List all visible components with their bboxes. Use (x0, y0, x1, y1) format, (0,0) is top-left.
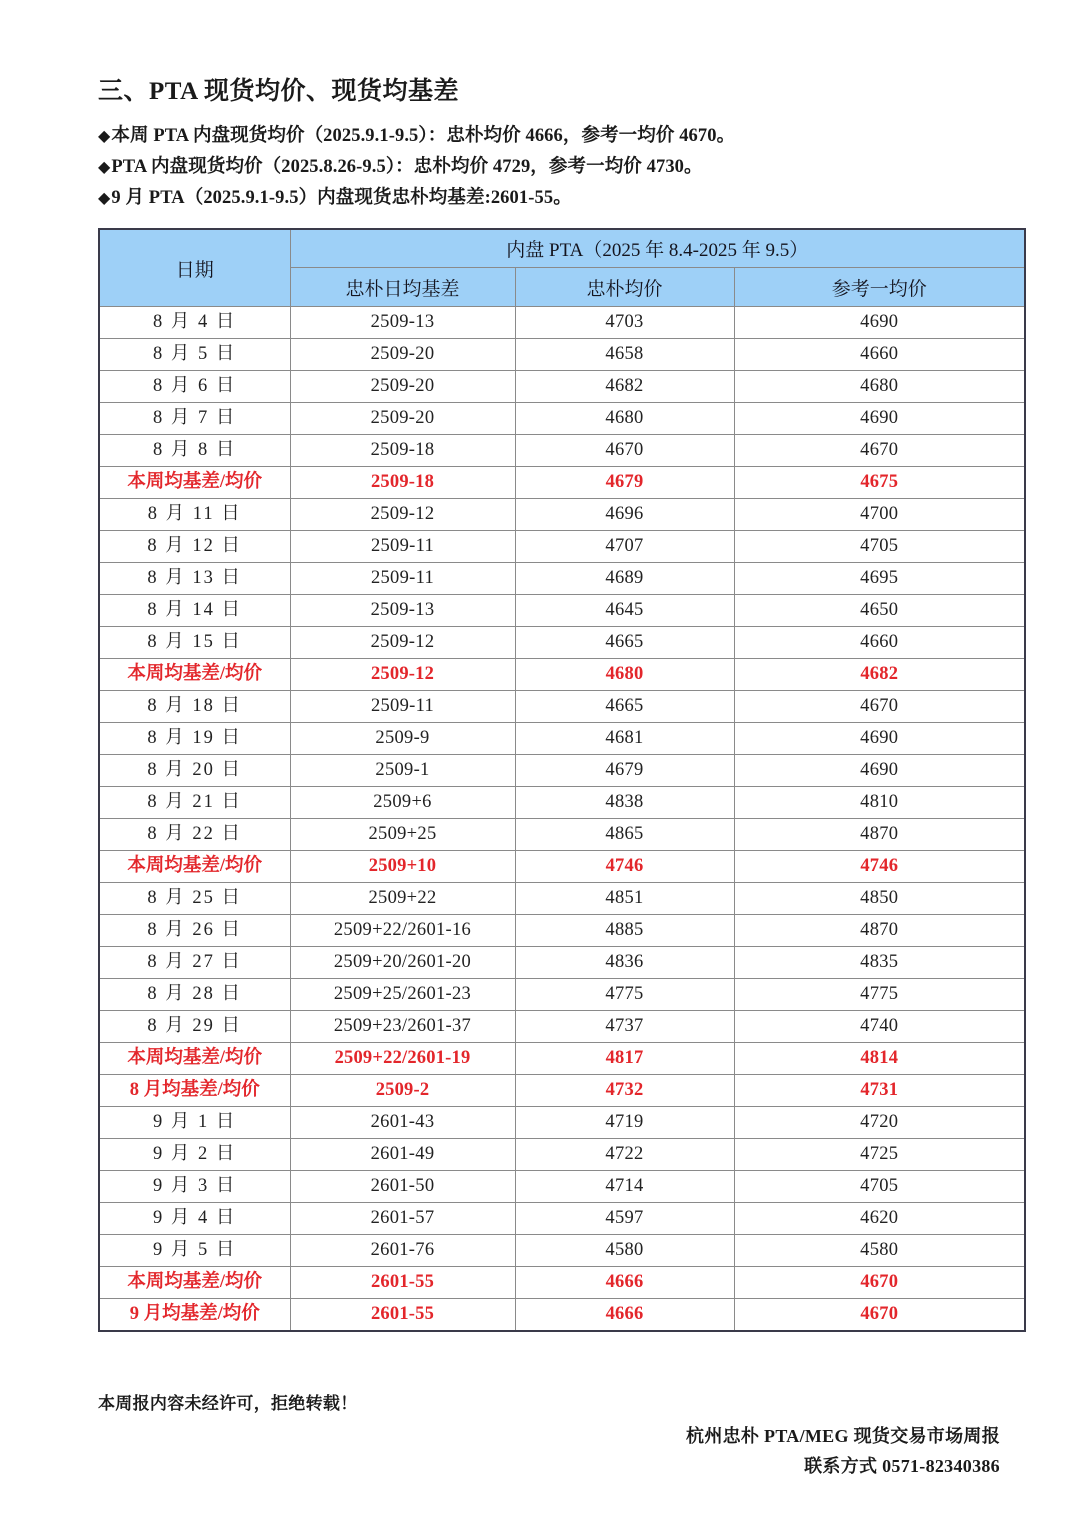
cell-reference-price: 4746 (734, 851, 1025, 883)
cell-reference-price: 4705 (734, 531, 1025, 563)
pta-price-basis-table (98, 228, 1026, 1332)
cell-basis: 2509+22/2601-16 (290, 915, 515, 947)
cell-basis: 2509-20 (290, 339, 515, 371)
page-footer (98, 1356, 1023, 1526)
cell-zhongpu-price: 4817 (515, 1043, 734, 1075)
cell-reference-price: 4775 (734, 979, 1025, 1011)
cell-reference-price: 4690 (734, 723, 1025, 755)
table-row (99, 1139, 1025, 1171)
copyright-notice: 本周报内容未经许可，拒绝转载！ (98, 1394, 358, 1413)
cell-reference-price: 4725 (734, 1139, 1025, 1171)
cell-date: 8 月 7 日 (99, 403, 290, 435)
table-header (99, 229, 1025, 307)
summary-bullet-list (98, 121, 1023, 214)
cell-basis: 2509-1 (290, 755, 515, 787)
table-row (99, 659, 1025, 691)
cell-zhongpu-price: 4680 (515, 659, 734, 691)
cell-basis: 2509+25 (290, 819, 515, 851)
table-row (99, 883, 1025, 915)
table-row (99, 691, 1025, 723)
cell-date: 8 月 21 日 (99, 787, 290, 819)
table-row (99, 787, 1025, 819)
cell-reference-price: 4670 (734, 1299, 1025, 1332)
table-row (99, 819, 1025, 851)
table-row (99, 1203, 1025, 1235)
cell-date: 8 月 25 日 (99, 883, 290, 915)
cell-reference-price: 4650 (734, 595, 1025, 627)
bullet-text: 9 月 PTA（2025.9.1-9.5）内盘现货忠朴均基差:2601-55。 (111, 188, 572, 209)
table-row (99, 435, 1025, 467)
cell-reference-price: 4850 (734, 883, 1025, 915)
table-header-row-group (99, 229, 1025, 268)
table-row (99, 851, 1025, 883)
table-row (99, 1075, 1025, 1107)
cell-zhongpu-price: 4737 (515, 1011, 734, 1043)
table-row (99, 595, 1025, 627)
table-row (99, 723, 1025, 755)
column-header-zhongpu-price: 忠朴均价 (515, 268, 734, 307)
cell-reference-price: 4810 (734, 787, 1025, 819)
table-row (99, 339, 1025, 371)
cell-reference-price: 4720 (734, 1107, 1025, 1139)
cell-reference-price: 4690 (734, 307, 1025, 339)
cell-zhongpu-price: 4722 (515, 1139, 734, 1171)
cell-basis: 2509-12 (290, 627, 515, 659)
cell-reference-price: 4814 (734, 1043, 1025, 1075)
list-item (98, 183, 1023, 214)
cell-date: 本周均基差/均价 (99, 467, 290, 499)
list-item (98, 121, 1023, 152)
cell-reference-price: 4705 (734, 1171, 1025, 1203)
cell-date: 8 月 14 日 (99, 595, 290, 627)
cell-zhongpu-price: 4665 (515, 627, 734, 659)
table-row (99, 307, 1025, 339)
cell-basis: 2509+20/2601-20 (290, 947, 515, 979)
cell-reference-price: 4670 (734, 1267, 1025, 1299)
cell-zhongpu-price: 4838 (515, 787, 734, 819)
cell-basis: 2509+25/2601-23 (290, 979, 515, 1011)
table-row (99, 467, 1025, 499)
cell-zhongpu-price: 4645 (515, 595, 734, 627)
cell-reference-price: 4682 (734, 659, 1025, 691)
cell-date: 8 月 20 日 (99, 755, 290, 787)
cell-date: 本周均基差/均价 (99, 1267, 290, 1299)
cell-date: 8 月 27 日 (99, 947, 290, 979)
cell-date: 8 月 18 日 (99, 691, 290, 723)
cell-basis: 2509-12 (290, 659, 515, 691)
cell-basis: 2509-13 (290, 307, 515, 339)
cell-basis: 2509-11 (290, 691, 515, 723)
cell-basis: 2509-18 (290, 435, 515, 467)
bullet-text: 本周 PTA 内盘现货均价（2025.9.1-9.5）：忠朴均价 4666，参考一均价 4670。 (111, 126, 736, 147)
cell-reference-price: 4580 (734, 1235, 1025, 1267)
page-title: 三、PTA 现货均价、现货均基差 (98, 78, 460, 105)
cell-basis: 2509-20 (290, 371, 515, 403)
cell-basis: 2509-2 (290, 1075, 515, 1107)
cell-zhongpu-price: 4836 (515, 947, 734, 979)
cell-reference-price: 4835 (734, 947, 1025, 979)
cell-zhongpu-price: 4682 (515, 371, 734, 403)
footer-contact-block (686, 1421, 1000, 1481)
cell-reference-price: 4660 (734, 339, 1025, 371)
cell-reference-price: 4675 (734, 467, 1025, 499)
column-header-basis: 忠朴日均基差 (290, 268, 515, 307)
cell-zhongpu-price: 4719 (515, 1107, 734, 1139)
table-row (99, 1043, 1025, 1075)
cell-date: 8 月 13 日 (99, 563, 290, 595)
cell-reference-price: 4740 (734, 1011, 1025, 1043)
cell-reference-price: 4680 (734, 371, 1025, 403)
cell-date: 本周均基差/均价 (99, 659, 290, 691)
column-header-reference-price: 参考一均价 (734, 268, 1025, 307)
cell-reference-price: 4695 (734, 563, 1025, 595)
cell-reference-price: 4700 (734, 499, 1025, 531)
table-row (99, 1011, 1025, 1043)
table-row (99, 979, 1025, 1011)
table-row (99, 1299, 1025, 1332)
diamond-bullet-icon: ◆ (98, 128, 111, 146)
cell-date: 9 月 3 日 (99, 1171, 290, 1203)
table-row (99, 563, 1025, 595)
cell-basis: 2601-55 (290, 1267, 515, 1299)
cell-basis: 2509-11 (290, 531, 515, 563)
cell-date: 8 月 6 日 (99, 371, 290, 403)
table-row (99, 755, 1025, 787)
cell-zhongpu-price: 4680 (515, 403, 734, 435)
cell-reference-price: 4670 (734, 691, 1025, 723)
table-row (99, 1235, 1025, 1267)
table-row (99, 371, 1025, 403)
cell-date: 8 月 12 日 (99, 531, 290, 563)
cell-reference-price: 4690 (734, 755, 1025, 787)
cell-date: 8 月 22 日 (99, 819, 290, 851)
table-row (99, 499, 1025, 531)
table-row (99, 627, 1025, 659)
cell-zhongpu-price: 4732 (515, 1075, 734, 1107)
cell-zhongpu-price: 4885 (515, 915, 734, 947)
cell-date: 8 月 5 日 (99, 339, 290, 371)
cell-date: 8 月 11 日 (99, 499, 290, 531)
cell-zhongpu-price: 4665 (515, 691, 734, 723)
cell-zhongpu-price: 4865 (515, 819, 734, 851)
cell-date: 9 月 4 日 (99, 1203, 290, 1235)
cell-basis: 2601-49 (290, 1139, 515, 1171)
table-body (99, 307, 1025, 1332)
bullet-text: PTA 内盘现货均价（2025.8.26-9.5）：忠朴均价 4729，参考一均价 4730。 (111, 157, 703, 178)
cell-reference-price: 4660 (734, 627, 1025, 659)
table-row (99, 947, 1025, 979)
diamond-bullet-icon: ◆ (98, 190, 111, 208)
contact-phone: 联系方式 0571-82340386 (804, 1456, 1000, 1476)
cell-zhongpu-price: 4679 (515, 467, 734, 499)
column-header-date: 日期 (99, 229, 290, 307)
cell-basis: 2601-76 (290, 1235, 515, 1267)
cell-basis: 2509-12 (290, 499, 515, 531)
table-row (99, 1267, 1025, 1299)
diamond-bullet-icon: ◆ (98, 159, 111, 177)
cell-date: 9 月均基差/均价 (99, 1299, 290, 1332)
cell-zhongpu-price: 4670 (515, 435, 734, 467)
cell-basis: 2509+22 (290, 883, 515, 915)
cell-zhongpu-price: 4658 (515, 339, 734, 371)
cell-date: 本周均基差/均价 (99, 851, 290, 883)
pta-table-container (98, 228, 1023, 1332)
cell-basis: 2601-43 (290, 1107, 515, 1139)
cell-date: 8 月 26 日 (99, 915, 290, 947)
cell-date: 8 月 28 日 (99, 979, 290, 1011)
cell-date: 9 月 2 日 (99, 1139, 290, 1171)
cell-zhongpu-price: 4666 (515, 1299, 734, 1332)
cell-zhongpu-price: 4696 (515, 499, 734, 531)
column-header-group: 内盘 PTA（2025 年 8.4-2025 年 9.5） (290, 229, 1025, 268)
cell-reference-price: 4620 (734, 1203, 1025, 1235)
table-row (99, 1107, 1025, 1139)
cell-zhongpu-price: 4851 (515, 883, 734, 915)
cell-date: 8 月 19 日 (99, 723, 290, 755)
cell-zhongpu-price: 4775 (515, 979, 734, 1011)
cell-basis: 2509-20 (290, 403, 515, 435)
cell-basis: 2509+23/2601-37 (290, 1011, 515, 1043)
cell-date: 8 月 29 日 (99, 1011, 290, 1043)
publication-name: 杭州忠朴 PTA/MEG 现货交易市场周报 (686, 1426, 1000, 1446)
cell-zhongpu-price: 4714 (515, 1171, 734, 1203)
cell-reference-price: 4670 (734, 435, 1025, 467)
cell-basis: 2601-55 (290, 1299, 515, 1332)
cell-zhongpu-price: 4681 (515, 723, 734, 755)
list-item (98, 152, 1023, 183)
cell-zhongpu-price: 4746 (515, 851, 734, 883)
cell-basis: 2509-18 (290, 467, 515, 499)
cell-zhongpu-price: 4597 (515, 1203, 734, 1235)
cell-date: 8 月 4 日 (99, 307, 290, 339)
cell-zhongpu-price: 4703 (515, 307, 734, 339)
cell-basis: 2601-50 (290, 1171, 515, 1203)
cell-zhongpu-price: 4580 (515, 1235, 734, 1267)
cell-basis: 2509-11 (290, 563, 515, 595)
table-row (99, 1171, 1025, 1203)
cell-reference-price: 4870 (734, 819, 1025, 851)
cell-zhongpu-price: 4679 (515, 755, 734, 787)
table-row (99, 531, 1025, 563)
cell-date: 8 月 15 日 (99, 627, 290, 659)
cell-zhongpu-price: 4666 (515, 1267, 734, 1299)
cell-reference-price: 4870 (734, 915, 1025, 947)
cell-reference-price: 4690 (734, 403, 1025, 435)
table-row (99, 915, 1025, 947)
table-row (99, 403, 1025, 435)
cell-basis: 2509+10 (290, 851, 515, 883)
cell-basis: 2509+22/2601-19 (290, 1043, 515, 1075)
cell-zhongpu-price: 4707 (515, 531, 734, 563)
cell-basis: 2509+6 (290, 787, 515, 819)
cell-date: 9 月 1 日 (99, 1107, 290, 1139)
cell-basis: 2601-57 (290, 1203, 515, 1235)
cell-basis: 2509-9 (290, 723, 515, 755)
cell-date: 9 月 5 日 (99, 1235, 290, 1267)
cell-date: 本周均基差/均价 (99, 1043, 290, 1075)
cell-date: 8 月均基差/均价 (99, 1075, 290, 1107)
cell-basis: 2509-13 (290, 595, 515, 627)
cell-reference-price: 4731 (734, 1075, 1025, 1107)
cell-date: 8 月 8 日 (99, 435, 290, 467)
cell-zhongpu-price: 4689 (515, 563, 734, 595)
